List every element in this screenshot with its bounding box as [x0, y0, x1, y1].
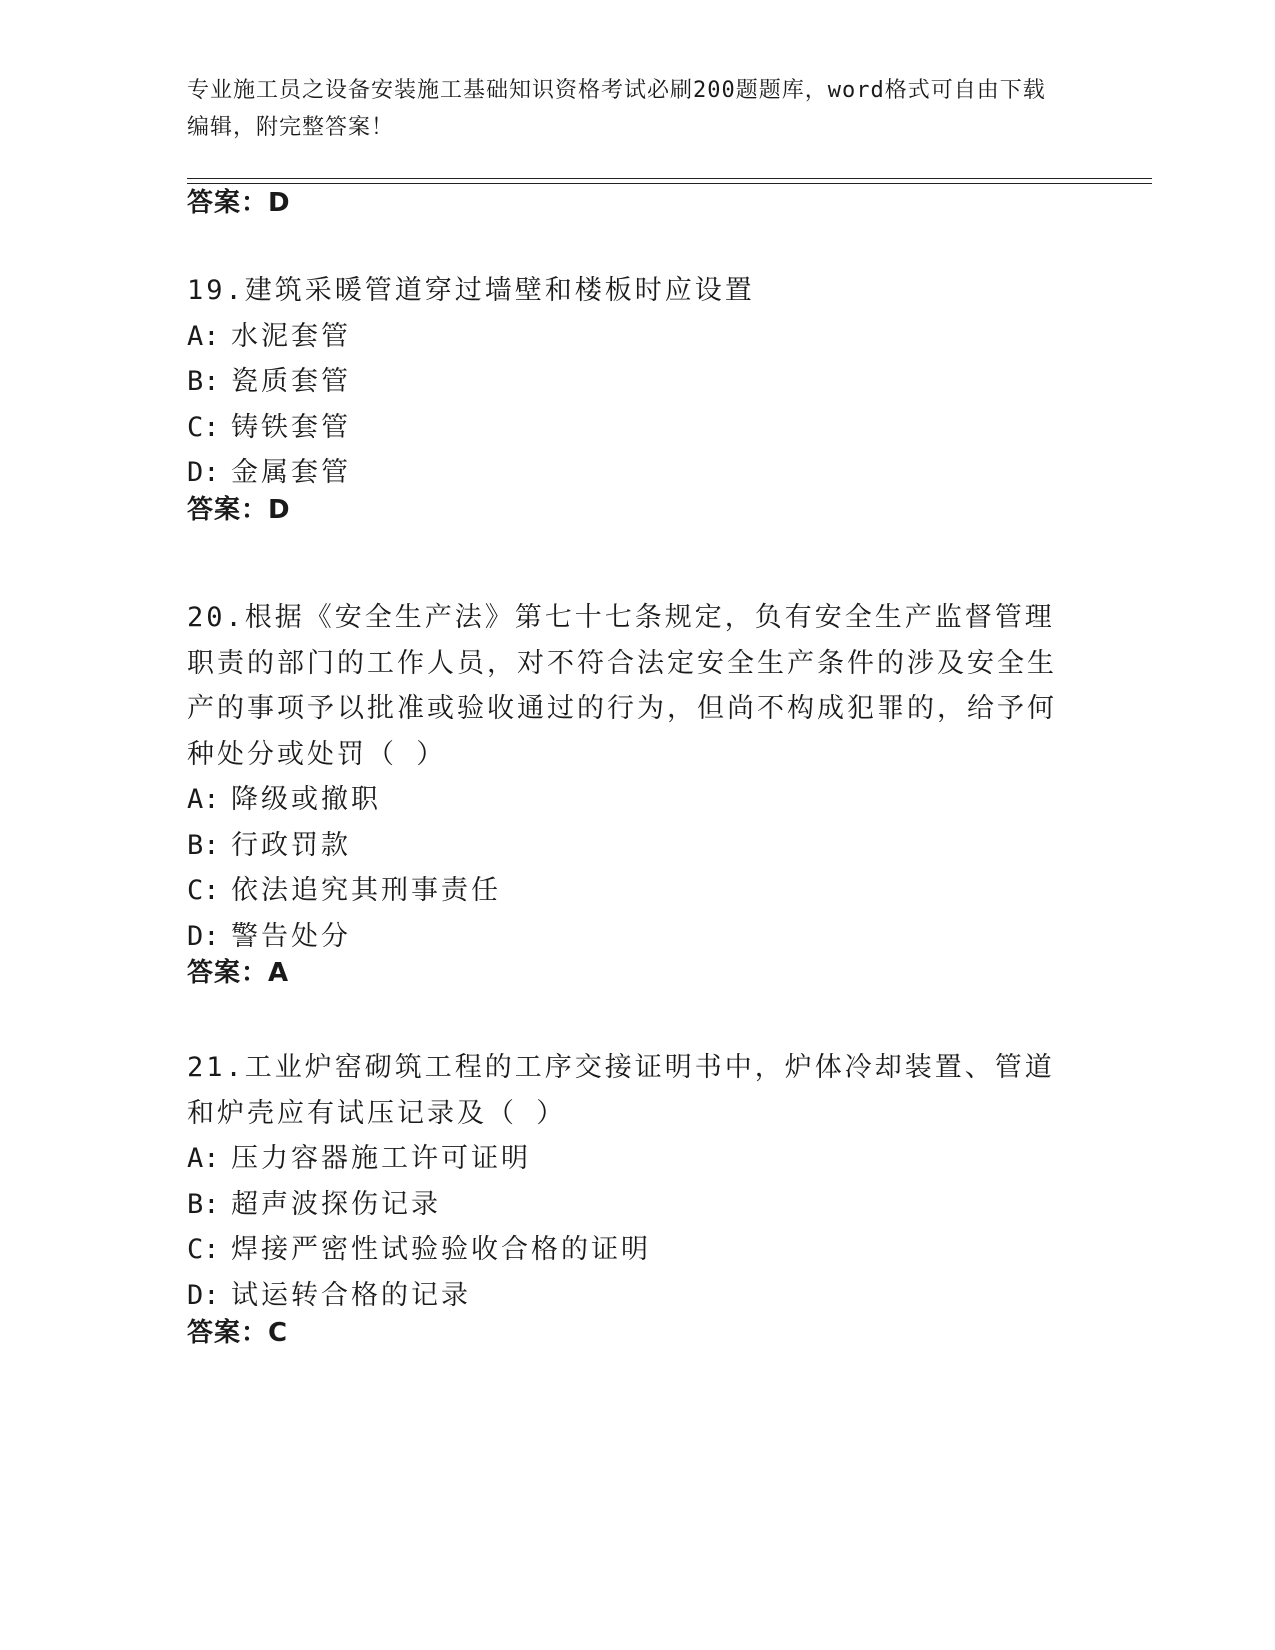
option-a: A: 降级或撤职 [187, 784, 381, 815]
answer-label: 答案： [187, 188, 269, 218]
answer-19 [187, 495, 1087, 525]
answer-value: D [268, 495, 291, 525]
answer-value: A [268, 958, 290, 988]
header-divider-top [187, 178, 1152, 179]
question-text: 19.建筑采暖管道穿过墙壁和楼板时应设置 [187, 275, 755, 306]
option-b: B: 超声波探伤记录 [187, 1188, 441, 1220]
question-21 [187, 1045, 1087, 1318]
option-d: D: 警告处分 [187, 920, 351, 952]
answer-value: D [268, 188, 291, 218]
option-a: A: 水泥套管 [187, 320, 351, 352]
question-text: 21.工业炉窑砌筑工程的工序交接证明书中，炉体冷却装置、管道和炉壳应有试压记录及（ ） [187, 1052, 1055, 1129]
answer-label: 答案： [187, 495, 269, 525]
previous-answer [187, 188, 1087, 218]
answer-20 [187, 958, 1087, 988]
option-b: B: 行政罚款 [187, 829, 351, 861]
answer-21 [187, 1318, 1087, 1348]
option-b: B: 瓷质套管 [187, 366, 351, 397]
option-c: C: 依法追究其刑事责任 [187, 875, 501, 906]
answer-value: C [268, 1318, 289, 1348]
answer-label: 答案： [187, 958, 269, 988]
document-header: 专业施工员之设备安装施工基础知识资格考试必刷200题题库，word格式可自由下载编辑，附完整答案！ [187, 78, 1046, 140]
option-c: C: 焊接严密性试验验收合格的证明 [187, 1234, 651, 1265]
question-text: 20.根据《安全生产法》第七十七条规定，负有安全生产监督管理职责的部门的工作人员，对不符合法定安全生产条件的涉及安全生产的事项予以批准或验收通过的行为，但尚不构成犯罪的，给予何种处分或处罚（ ） [187, 602, 1057, 770]
option-c: C: 铸铁套管 [187, 411, 351, 443]
answer-label: 答案： [187, 1318, 269, 1348]
option-a: A: 压力容器施工许可证明 [187, 1143, 531, 1174]
question-19 [187, 268, 1087, 496]
option-d: D: 试运转合格的记录 [187, 1279, 471, 1311]
header-divider-bottom [187, 183, 1152, 184]
option-d: D: 金属套管 [187, 457, 351, 488]
question-20 [187, 595, 1087, 959]
